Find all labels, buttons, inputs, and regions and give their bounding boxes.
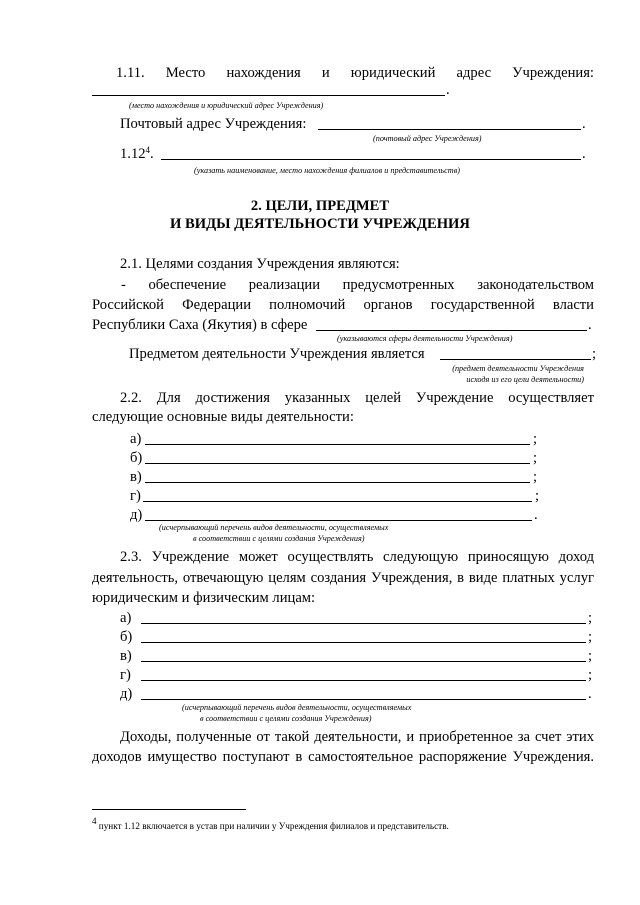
list-2-3-end-v: ; xyxy=(588,648,593,664)
income-line2: доходов имущество поступают в самостоятельное распоряжение Учреждения. xyxy=(92,749,594,765)
postal-address-label: Почтовый адрес Учреждения: xyxy=(120,116,307,132)
list-2-3-end-b: ; xyxy=(588,629,593,645)
list-2-3-note-line2: в соответствии с целями создания Учреждения) xyxy=(200,714,372,723)
list-2-3-blank-v xyxy=(141,661,586,662)
list-2-3-letter-v: в) xyxy=(120,648,132,664)
sphere-blank-end: . xyxy=(588,317,592,333)
clause-2-2-line1: 2.2. Для достижения указанных целей Учреждение осуществляет xyxy=(120,390,594,406)
list-2-3-note-line1: (исчерпывающий перечень видов деятельности, осуществляемых xyxy=(182,703,412,712)
list-2-2-letter-a: а) xyxy=(130,431,142,447)
branches-blank xyxy=(161,159,581,160)
clause-1-12-num: 1.12 xyxy=(120,146,146,162)
clause-1-12-number xyxy=(120,145,154,163)
clause-1-12-dot: . xyxy=(150,146,154,162)
subject-note-line1: (предмет деятельности Учреждения xyxy=(452,364,584,373)
clause-2-3-line3: юридическим и физическим лицам: xyxy=(92,590,316,606)
list-2-2-note-line1: (исчерпывающий перечень видов деятельности, осуществляемых xyxy=(159,523,389,532)
clause-2-1-line1: - обеспечение реализации предусмотренных законодательством xyxy=(121,277,594,293)
list-2-3-letter-d: д) xyxy=(120,686,133,702)
list-2-2-letter-d: д) xyxy=(130,507,143,523)
list-2-2-blank-d xyxy=(145,520,532,521)
list-2-3-end-d: . xyxy=(588,686,592,702)
footnote xyxy=(92,816,449,832)
subject-blank-end: ; xyxy=(592,346,597,362)
list-2-2-letter-g: г) xyxy=(130,488,141,504)
subject-label: Предметом деятельности Учреждения является xyxy=(129,346,425,362)
list-2-3-blank-g xyxy=(141,680,586,681)
subject-blank xyxy=(440,359,591,360)
footnote-text: пункт 1.12 включается в устав при наличии у Учреждения филиалов и представительств. xyxy=(98,821,449,831)
list-2-2-blank-b xyxy=(145,463,530,464)
clause-2-2-line2: следующие основные виды деятельности: xyxy=(92,409,354,425)
list-2-3-blank-a xyxy=(141,623,586,624)
list-2-3-blank-b xyxy=(141,642,586,643)
footnote-mark: 4 xyxy=(92,816,97,826)
subject-note-line2: исходя из его цели деятельности) xyxy=(466,375,584,384)
sphere-blank xyxy=(316,330,587,331)
list-2-2-letter-v: в) xyxy=(130,469,142,485)
section-2-heading-line2: И ВИДЫ ДЕЯТЕЛЬНОСТИ УЧРЕЖДЕНИЯ xyxy=(170,216,470,232)
postal-address-note: (почтовый адрес Учреждения) xyxy=(373,134,482,143)
clause-2-1-intro: 2.1. Целями создания Учреждения являются: xyxy=(120,256,400,272)
list-2-2-note-line2: в соответствии с целями создания Учреждения) xyxy=(193,534,365,543)
postal-address-end: . xyxy=(582,116,586,132)
address-blank xyxy=(92,95,445,96)
address-note: (место нахождения и юридический адрес Учреждения) xyxy=(129,101,324,110)
list-2-3-letter-b: б) xyxy=(120,629,133,645)
list-2-2-blank-v xyxy=(145,482,530,483)
section-2-heading-line1: 2. ЦЕЛИ, ПРЕДМЕТ xyxy=(250,198,390,214)
list-2-2-end-v: ; xyxy=(533,469,538,485)
list-2-3-blank-d xyxy=(141,699,586,700)
postal-address-blank xyxy=(318,129,581,130)
branches-blank-end: . xyxy=(582,146,586,162)
list-2-3-letter-g: г) xyxy=(120,667,131,683)
address-blank-end: . xyxy=(446,82,450,98)
list-2-2-end-g: ; xyxy=(535,488,540,504)
list-2-3-end-a: ; xyxy=(588,610,593,626)
list-2-3-end-g: ; xyxy=(588,667,593,683)
clause-2-1-line2: Российской Федерации полномочий органов государственной власти xyxy=(92,297,594,313)
income-line1: Доходы, полученные от такой деятельности, и приобретенное за счет этих xyxy=(120,729,594,745)
list-2-2-blank-g xyxy=(143,501,532,502)
list-2-2-letter-b: б) xyxy=(130,450,143,466)
list-2-2-end-d: . xyxy=(534,507,538,523)
list-2-3-letter-a: а) xyxy=(120,610,132,626)
list-2-2-end-a: ; xyxy=(533,431,538,447)
clause-2-3-line1: 2.3. Учреждение может осуществлять следующую приносящую доход xyxy=(120,549,594,565)
branches-note: (указать наименование, место нахождения филиалов и представительств) xyxy=(194,166,460,175)
list-2-2-end-b: ; xyxy=(533,450,538,466)
footnote-separator xyxy=(92,809,246,810)
clause-2-3-line2: деятельность, отвечающую целям создания Учреждения, в виде платных услуг xyxy=(92,570,594,586)
clause-2-1-line3: Республики Саха (Якутия) в сфере xyxy=(92,317,308,333)
sphere-note: (указываются сферы деятельности Учреждения) xyxy=(337,334,513,343)
clause-1-11-line: 1.11. Место нахождения и юридический адрес Учреждения: xyxy=(116,65,594,81)
footnote-ref-4: 4 xyxy=(145,145,151,155)
list-2-2-blank-a xyxy=(145,444,530,445)
